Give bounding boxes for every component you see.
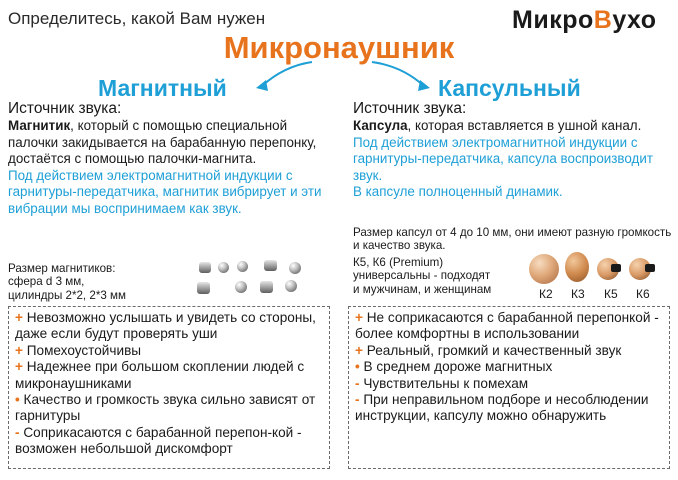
magnetic-source-paragraph: [8, 118, 340, 168]
list-item: [355, 343, 663, 359]
capsule-k3: [565, 252, 589, 282]
list-marker: +: [15, 310, 23, 325]
capsule-k5-tip: [611, 264, 621, 272]
capsule-universal-info: [353, 256, 491, 296]
magnetic-size-info: [8, 262, 126, 302]
magnetic-size-line-2: сфера d 3 мм,: [8, 275, 85, 289]
capsule-universal-line-1: К5, К6 (Premium): [353, 256, 444, 269]
magnetic-size-line-3: цилиндры 2*2, 2*3 мм: [8, 288, 126, 302]
main-title: Микронаушник: [223, 30, 455, 65]
magnet-cylinder: [199, 262, 211, 273]
list-marker: -: [355, 392, 360, 408]
magnetic-blue-text: Под действием электромагнитной индукции с гарнитуры-передатчика, магнитик вибрирует и эти вибрации мы воспринимаем как звук.: [8, 167, 322, 216]
capsule-k6-tip: [645, 264, 655, 272]
magnets-image: [193, 256, 333, 300]
list-item-text: Невозможно услышать и увидеть со стороны, даже если будут проверять уши: [15, 310, 316, 342]
list-marker: +: [15, 359, 23, 375]
list-item: [355, 310, 663, 343]
list-marker: -: [15, 424, 20, 440]
right-arrow-curve: [372, 62, 424, 86]
magnet-cylinder: [264, 260, 277, 271]
capsule-description: [353, 100, 675, 201]
capsule-label-k6: К6: [636, 287, 650, 301]
list-marker: •: [355, 359, 360, 375]
capsule-source-text: , которая вставляется в ушной канал.: [407, 118, 642, 133]
magnetic-size-line-1: Размер магнитиков:: [8, 262, 116, 275]
list-item-text: Надежнее при большом скоплении людей с микронаушниками: [15, 359, 305, 391]
capsule-label-k2: К2: [539, 287, 553, 301]
magnetic-source-bold: Магнитик: [8, 118, 71, 133]
logo-part-3: ухо: [612, 6, 657, 34]
logo-part-1: Микро: [512, 6, 594, 34]
capsule-blue-text-2: В капсуле полноценный динамик.: [353, 184, 563, 200]
list-item-text: Не соприкасаются с барабанной перепонкой - более комфортны в использовании: [355, 310, 659, 342]
capsule-source-heading: Источник звука:: [353, 100, 467, 117]
magnet-sphere: [285, 280, 297, 292]
magnetic-title: Магнитный: [98, 75, 227, 101]
magnet-sphere: [237, 261, 248, 272]
list-item: [355, 392, 663, 425]
list-item-text: Соприкасаются с барабанной перепон-кой - возможен небольшой дискомфорт: [15, 424, 302, 457]
intro-text: Определитесь, какой Вам нужен: [8, 9, 266, 28]
capsule-universal-line-3: и мужчинам, и женщинам: [353, 282, 492, 296]
capsule-k2: [529, 254, 559, 284]
list-item: [15, 392, 323, 425]
list-item-text: Чувствительны к помехам: [363, 375, 529, 391]
magnet-sphere: [218, 262, 229, 273]
list-item-text: Реальный, громкий и качественный звук: [366, 342, 622, 358]
magnetic-source-text: , который с помощью специальной палочки закидывается на барабанную перепонку, достаётся с помощью палочки-магнита.: [8, 118, 317, 167]
magnet-cylinder: [260, 281, 273, 293]
capsule-title: Капсульный: [438, 75, 581, 101]
capsule-label-k3: К3: [571, 287, 585, 301]
capsule-blue-text: Под действием электромагнитной индукции с гарнитуры-передатчика, капсула воспроизводит звук.: [353, 134, 653, 183]
list-marker: +: [355, 342, 363, 358]
left-arrow-head: [256, 80, 268, 91]
magnet-cylinder: [197, 282, 210, 294]
list-item: [355, 376, 663, 392]
list-marker: •: [15, 392, 20, 408]
list-item: [15, 359, 323, 392]
list-item-text: В среднем дороже магнитных: [363, 359, 553, 375]
capsule-size-text: Размер капсул от 4 до 10 мм, они имеют разную громкость и качество звука.: [353, 226, 672, 253]
list-marker: -: [355, 375, 360, 391]
list-item: [355, 359, 663, 375]
right-arrow-head: [418, 80, 430, 91]
logo-part-2: В: [593, 6, 613, 34]
list-marker: +: [15, 342, 23, 358]
list-marker: +: [355, 310, 363, 325]
list-item-text: При неправильном подборе и несоблюдении инструкции, капсулу можно обнаружить: [355, 392, 649, 424]
capsule-pros-cons-box: [348, 306, 670, 469]
left-arrow-curve: [262, 62, 312, 86]
list-item: [15, 343, 323, 359]
magnetic-pros-cons-box: [8, 306, 330, 469]
list-item-text: Качество и громкость звука сильно зависят от гарнитуры: [15, 392, 316, 424]
magnet-sphere: [235, 281, 247, 293]
capsule-source-bold: Капсула: [353, 118, 408, 133]
capsule-universal-line-2: универсальны - подходят: [353, 269, 491, 283]
list-item: [15, 425, 323, 458]
magnet-sphere: [289, 262, 301, 274]
magnetic-source-heading: Источник звука:: [8, 100, 122, 117]
magnetic-description: [8, 100, 340, 218]
list-item-text: Помехоустойчивы: [26, 342, 142, 358]
list-item: [15, 310, 323, 343]
capsule-source-paragraph: [353, 118, 675, 135]
capsule-label-k5: К5: [604, 287, 618, 301]
